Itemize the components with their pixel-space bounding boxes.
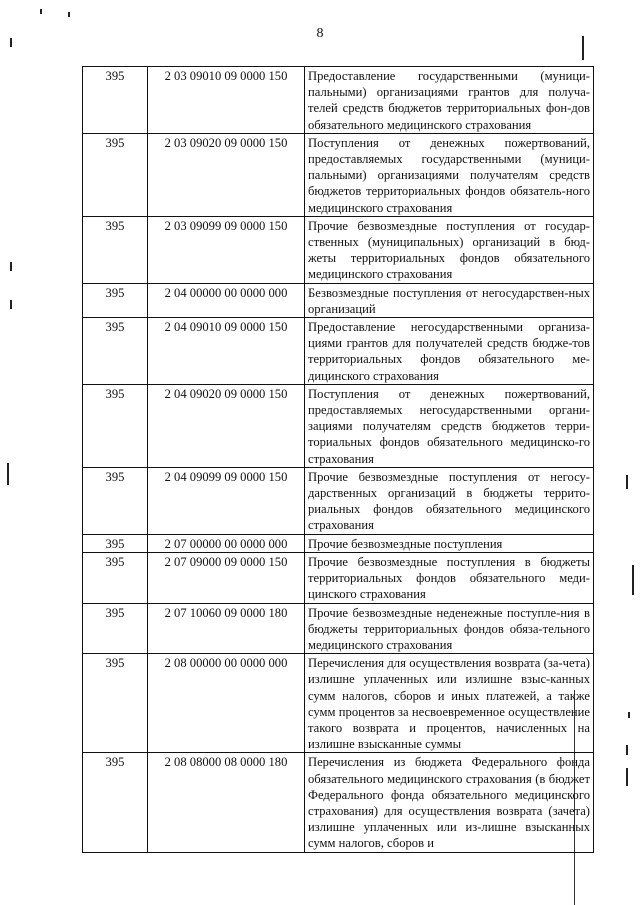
admin-code-cell: 395 [83, 133, 148, 216]
budget-code-cell: 2 04 09099 09 0000 150 [148, 467, 305, 534]
table-body [83, 67, 594, 853]
table-row [83, 467, 594, 534]
table-row [83, 534, 594, 552]
income-name-cell: Предоставление государственными (муници-пальными) организациями грантов для получа-телей средств бюджетов территориальных фон-дов обязательного медицинского страхования [305, 67, 594, 134]
budget-code-cell: 2 04 09010 09 0000 150 [148, 318, 305, 385]
budget-code-cell: 2 03 09020 09 0000 150 [148, 133, 305, 216]
income-name-cell: Прочие безвозмездные неденежные поступле-ния в бюджеты территориальных фондов обяза-тельного медицинского страхования [305, 603, 594, 654]
income-name-cell: Прочие безвозмездные поступления [305, 534, 594, 552]
income-name-cell: Перечисления для осуществления возврата (за-чета) излишне уплаченных или излишне взыс-канных сумм налогов, сборов и иных платежей, а также сумм процентов за несвоевременное осуществление такого возврата и процентов, начисленных на излишне взысканные суммы [305, 654, 594, 753]
scan-mark [7, 463, 9, 485]
table-row [83, 384, 594, 467]
scan-mark [10, 300, 12, 309]
scan-mark [10, 38, 12, 47]
income-name-cell: Безвозмездные поступления от негосударствен-ных организаций [305, 283, 594, 317]
income-name-cell: Прочие безвозмездные поступления от негосу-дарственных организаций в бюджеты террито-риальных фондов обязательного медицинского страхования [305, 467, 594, 534]
income-name-cell: Поступления от денежных пожертвований, предоставляемых негосударственными органи-зациями получателям средств бюджетов терри-ториальных фондов обязательного медицинско-го страхования [305, 384, 594, 467]
table-row [83, 603, 594, 654]
admin-code-cell: 395 [83, 467, 148, 534]
income-name-cell: Прочие безвозмездные поступления в бюджеты территориальных фондов обязательного меди-цинского страхования [305, 552, 594, 603]
table-row [83, 552, 594, 603]
income-name-cell: Перечисления из бюджета Федерального фонда обязательного медицинского страхования (в бюджет Федерального фонда обязательного медицинского страхования) для осуществления возврата (зачета) излишне уплаченных или из-лишне взысканных сумм налогов, сборов и [305, 753, 594, 852]
page-number: 8 [316, 26, 324, 41]
budget-code-cell: 2 04 09020 09 0000 150 [148, 384, 305, 467]
budget-code-cell: 2 08 08000 08 0000 180 [148, 753, 305, 852]
budget-code-cell: 2 07 09000 09 0000 150 [148, 552, 305, 603]
admin-code-cell: 395 [83, 603, 148, 654]
table-row [83, 318, 594, 385]
table-row [83, 133, 594, 216]
admin-code-cell: 395 [83, 552, 148, 603]
admin-code-cell: 395 [83, 216, 148, 283]
budget-code-cell: 2 04 00000 00 0000 000 [148, 283, 305, 317]
scan-mark [582, 36, 584, 60]
admin-code-cell: 395 [83, 654, 148, 753]
budget-code-cell: 2 07 00000 00 0000 000 [148, 534, 305, 552]
budget-code-cell: 2 03 09010 09 0000 150 [148, 67, 305, 134]
income-name-cell: Поступления от денежных пожертвований, предоставляемых государственными (муници-пальными) организациями получателям средств бюджетов территориальных фондов обязатель-ного медицинского страхования [305, 133, 594, 216]
scan-mark [40, 9, 42, 14]
scan-mark [626, 475, 628, 489]
table-row [83, 753, 594, 852]
income-name-cell: Предоставление негосударственными организа-циями грантов для получателей средств бюдже-тов территориальных фондов обязательного ме-дицинского страхования [305, 318, 594, 385]
table-row [83, 216, 594, 283]
budget-code-cell: 2 08 00000 00 0000 000 [148, 654, 305, 753]
budget-classification-table [82, 66, 594, 853]
admin-code-cell: 395 [83, 534, 148, 552]
scan-mark [626, 745, 628, 755]
scan-mark [10, 262, 12, 271]
admin-code-cell: 395 [83, 67, 148, 134]
scan-mark [628, 712, 630, 718]
admin-code-cell: 395 [83, 283, 148, 317]
budget-code-cell: 2 07 10060 09 0000 180 [148, 603, 305, 654]
table-row [83, 654, 594, 753]
table-row [83, 283, 594, 317]
admin-code-cell: 395 [83, 753, 148, 852]
scan-mark [632, 565, 634, 595]
budget-code-cell: 2 03 09099 09 0000 150 [148, 216, 305, 283]
scan-mark [68, 12, 70, 17]
table-row [83, 67, 594, 134]
scan-mark [626, 768, 628, 786]
income-name-cell: Прочие безвозмездные поступления от государ-ственных (муниципальных) организаций в бюд-жеты территориальных фондов обязательного медицинского страхования [305, 216, 594, 283]
admin-code-cell: 395 [83, 384, 148, 467]
admin-code-cell: 395 [83, 318, 148, 385]
